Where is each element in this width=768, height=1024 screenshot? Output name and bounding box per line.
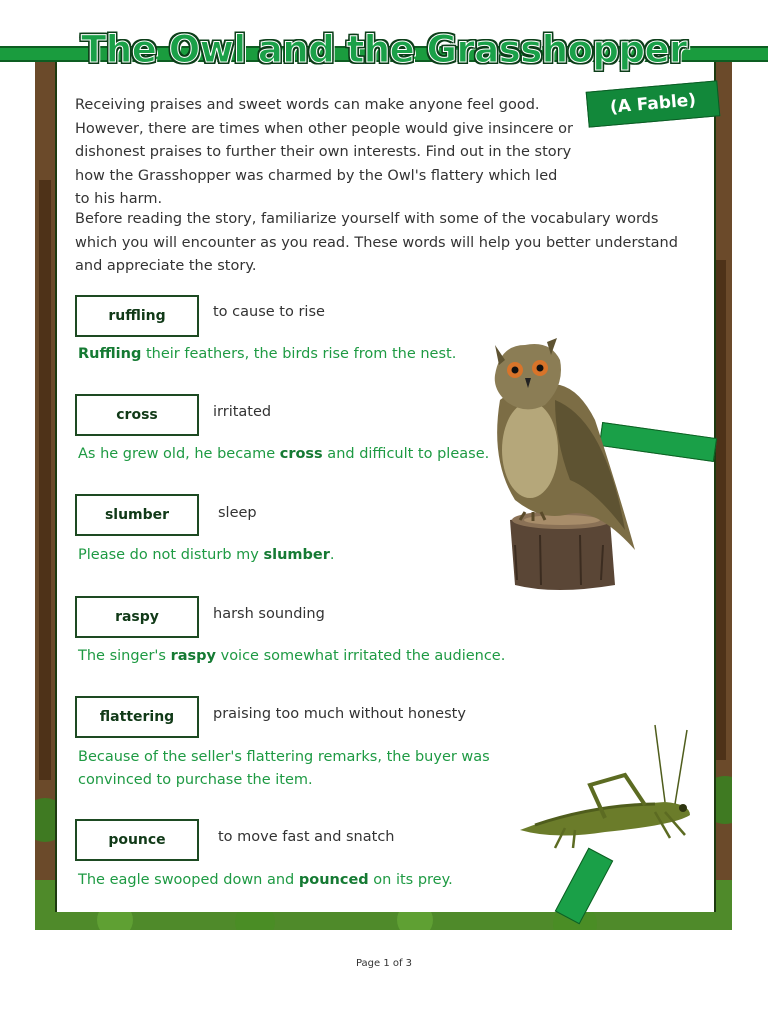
vocab-definition: to cause to rise [213,304,325,320]
intro-paragraph-1: Receiving praises and sweet words can make anyone feel good. However, there are times when other people would give insincere or dishonest praises to further their own interests. Find out in the story how the Grasshopper was charmed by the Owl's flattery which led to his harm. [75,97,573,207]
vocab-word-box: ruffling [75,295,199,337]
vocab-example: The eagle swooped down and pounced on its prey. [78,872,453,888]
vocab-example: Because of the seller's flattering remarks, the buyer was convinced to purchase the item. [78,749,490,788]
vocab-word-box: flattering [75,696,199,738]
vocab-example: The singer's raspy voice somewhat irritated the audience. [78,648,506,664]
vocab-definition: to move fast and snatch [218,829,395,845]
vocab-word-box: pounce [75,819,199,861]
vocab-word-box: raspy [75,596,199,638]
page-number: Page 1 of 3 [355,958,413,969]
grasshopper-illustration [515,720,700,850]
vocab-definition: harsh sounding [213,606,325,622]
subtitle-badge: (A Fable) [586,80,721,127]
vocab-definition: praising too much without honesty [213,706,466,722]
vocab-definition: sleep [218,505,257,521]
intro-paragraph-2: Before reading the story, familiarize yourself with some of the vocabulary words which you will encounter as you read. These words will help you better understand and appreciate the story. [75,211,678,274]
vocab-example: Ruffling their feathers, the birds rise from the nest. [78,346,457,362]
vocab-word-box: slumber [75,494,199,536]
vocab-example: As he grew old, he became cross and difficult to please. [78,446,490,462]
vocab-word-box: cross [75,394,199,436]
vocab-example: Please do not disturb my slumber. [78,547,335,563]
page-title: The Owl and the Grasshopper [81,28,687,71]
vocab-definition: irritated [213,404,272,420]
